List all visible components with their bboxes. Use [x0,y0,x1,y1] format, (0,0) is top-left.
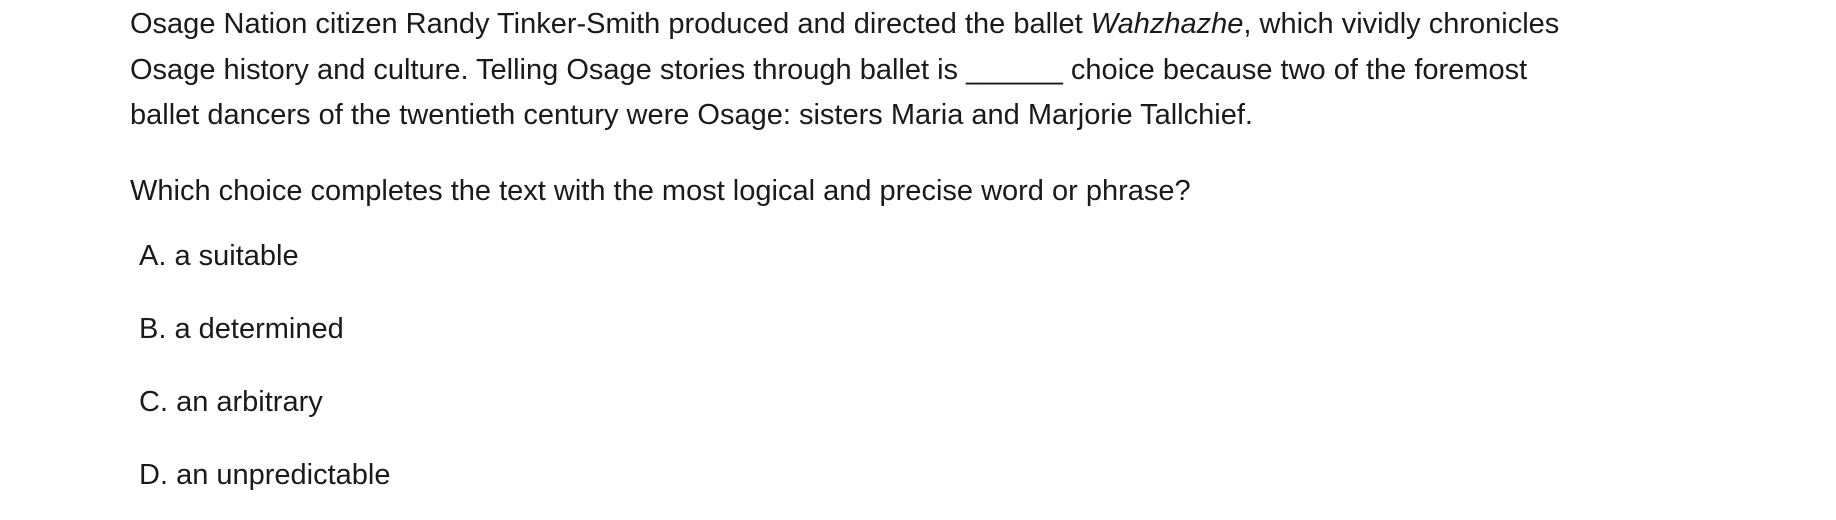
choice-a[interactable] [139,234,391,307]
ballet-title: Wahzhazhe [1090,8,1244,40]
passage-segment: ballet dancers of the twentieth century were Osage: sisters Maria and Marjorie Tallchief. [130,99,1253,131]
passage-segment: Osage history and culture. Telling Osage stories through ballet is [130,53,967,86]
choice-d[interactable] [139,453,391,520]
question-prompt: Which choice completes the text with the most logical and precise word or phrase? [130,175,1191,207]
choice-letter: C. [139,386,168,418]
choice-letter: B. [139,313,167,345]
passage-text [130,2,1770,139]
choice-text: an arbitrary [176,386,323,418]
choice-letter: D. [139,459,168,491]
choice-c[interactable] [139,380,391,453]
passage-segment: , which vividly chronicles [1243,8,1560,40]
choice-text: a suitable [174,240,299,272]
answer-choices [139,234,391,520]
choice-b[interactable] [139,307,391,380]
choice-text: a determined [174,313,344,345]
passage-segment: choice because two of the foremost [1062,53,1528,86]
choice-letter: A. [139,240,167,272]
choice-text: an unpredictable [176,459,391,491]
answer-blank: ______ [966,53,1063,86]
passage-segment: Osage Nation citizen Randy Tinker-Smith produced and directed the ballet [130,8,1091,40]
